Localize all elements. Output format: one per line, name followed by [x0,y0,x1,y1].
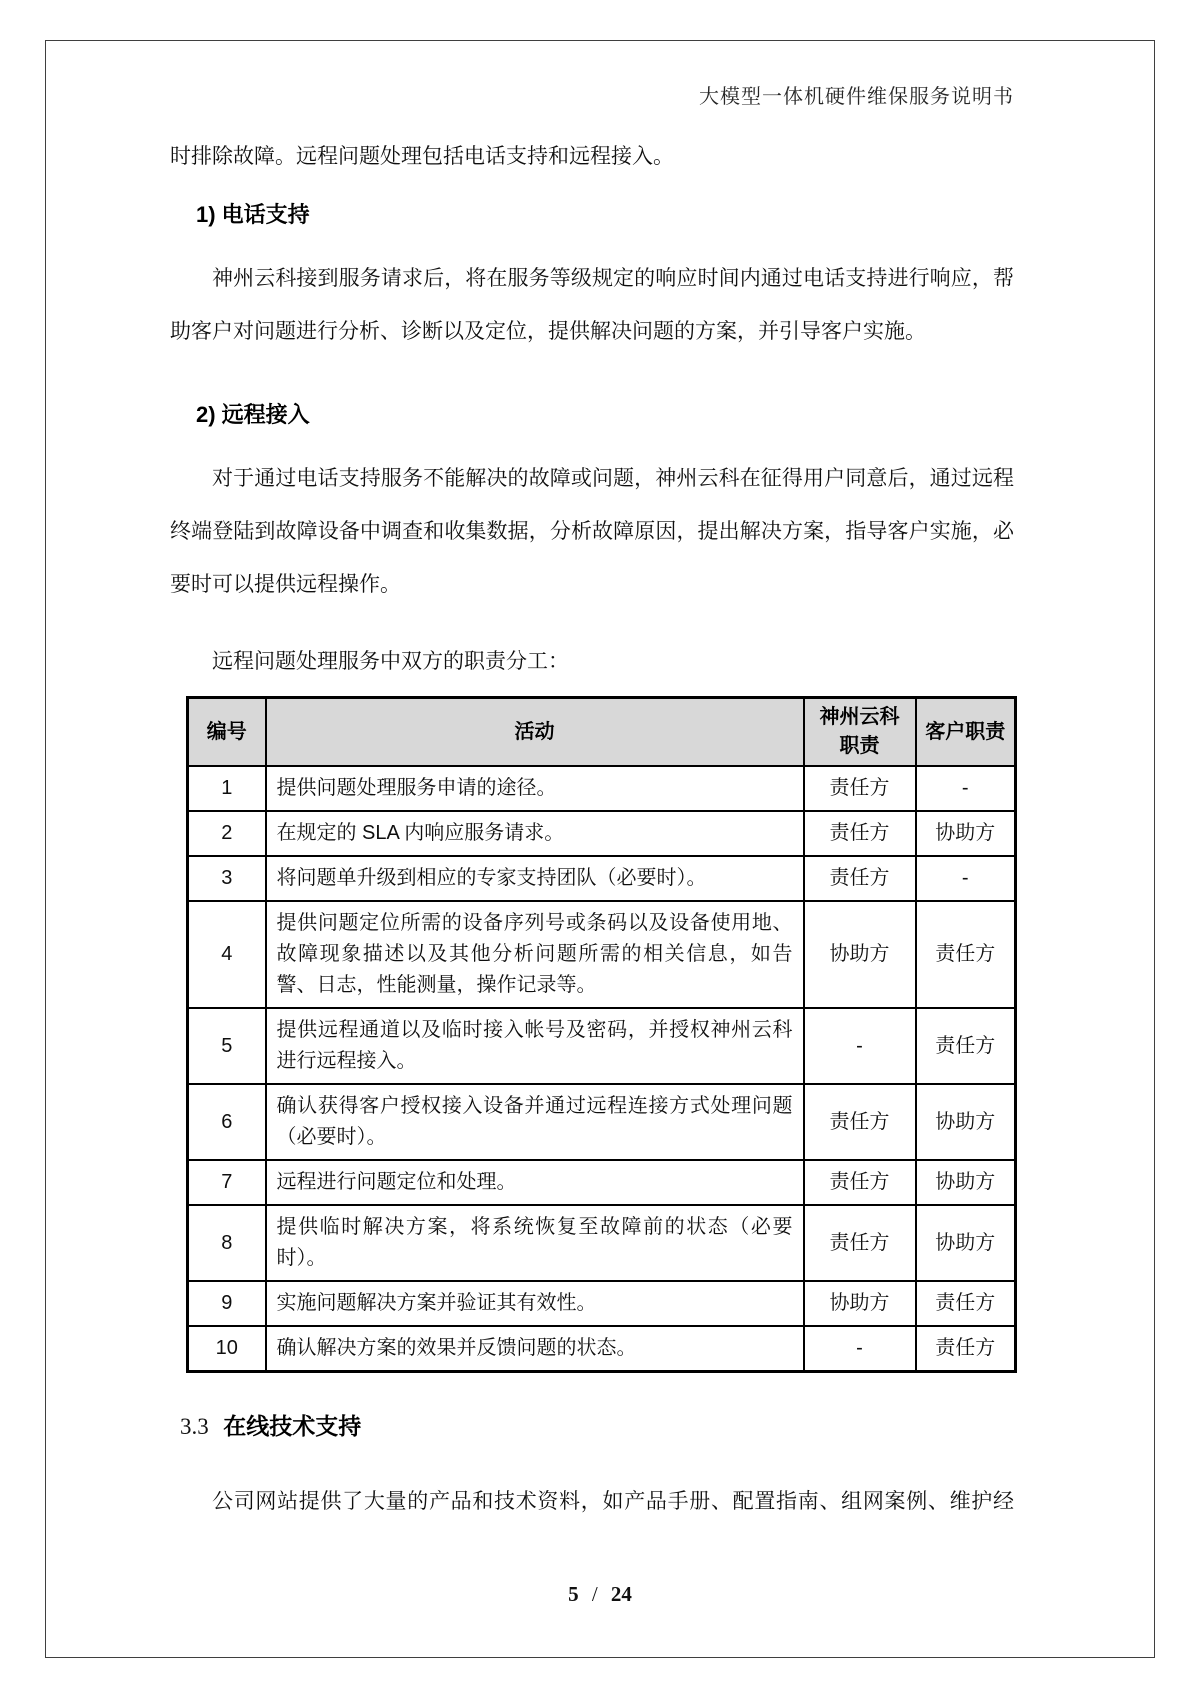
cell-number: 6 [188,1084,266,1160]
section-heading-online-support [170,1409,1014,1447]
cell-customer-role: - [916,856,1016,901]
cell-vendor-role: 协助方 [804,1281,916,1326]
page-header [170,80,1014,109]
cell-vendor-role: 责任方 [804,766,916,811]
paragraph-online-support: 公司网站提供了大量的产品和技术资料，如产品手册、配置指南、组网案例、维护经 [212,1490,1014,1513]
cell-activity: 提供问题处理服务申请的途径。 [266,766,804,811]
cell-number: 5 [188,1008,266,1084]
cell-activity: 确认获得客户授权接入设备并通过远程连接方式处理问题（必要时）。 [266,1084,804,1160]
page-number-separator: / [591,1582,598,1606]
table-row [188,766,1016,811]
section-number: 3.3 [180,1414,209,1439]
cell-vendor-role: 责任方 [804,811,916,856]
cell-number: 7 [188,1160,266,1205]
heading-phone-support: 1) 电话支持 [196,202,310,227]
cell-activity: 提供问题定位所需的设备序列号或条码以及设备使用地、故障现象描述以及其他分析问题所需的相关信息，如告警、日志，性能测量，操作记录等。 [266,901,804,1008]
page-content [170,130,1014,1528]
cell-vendor-role: 协助方 [804,901,916,1008]
cell-customer-role: 协助方 [916,1160,1016,1205]
page-footer [0,1580,1200,1608]
cell-vendor-role: - [804,1326,916,1372]
current-page-number: 5 [568,1582,579,1606]
cell-activity: 提供远程通道以及临时接入帐号及密码，并授权神州云科进行远程接入。 [266,1008,804,1084]
column-header-vendor-role: 神州云科职责 [804,698,916,767]
heading-remote-access: 2) 远程接入 [196,402,310,427]
cell-customer-role: 责任方 [916,1008,1016,1084]
cell-customer-role: 协助方 [916,1205,1016,1281]
cell-activity: 将问题单升级到相应的专家支持团队（必要时）。 [266,856,804,901]
cell-customer-role: 协助方 [916,811,1016,856]
cell-number: 2 [188,811,266,856]
table-row [188,1008,1016,1084]
cell-activity: 在规定的 SLA 内响应服务请求。 [266,811,804,856]
paragraph-table-intro: 远程问题处理服务中双方的职责分工： [212,650,569,673]
cell-vendor-role: 责任方 [804,1205,916,1281]
cell-customer-role: - [916,766,1016,811]
cell-number: 4 [188,901,266,1008]
table-row [188,1281,1016,1326]
cell-vendor-role: 责任方 [804,1084,916,1160]
cell-number: 9 [188,1281,266,1326]
table-header-row [188,698,1016,767]
paragraph-continuation: 时排除故障。远程问题处理包括电话支持和远程接入。 [170,145,674,168]
cell-customer-role: 责任方 [916,1326,1016,1372]
cell-number: 8 [188,1205,266,1281]
cell-customer-role: 责任方 [916,901,1016,1008]
cell-activity: 实施问题解决方案并验证其有效性。 [266,1281,804,1326]
column-header-activity: 活动 [266,698,804,767]
section-title: 在线技术支持 [223,1413,362,1439]
cell-activity: 提供临时解决方案，将系统恢复至故障前的状态（必要时）。 [266,1205,804,1281]
cell-vendor-role: 责任方 [804,1160,916,1205]
cell-vendor-role: - [804,1008,916,1084]
column-header-customer-role: 客户职责 [916,698,1016,767]
table-row [188,1326,1016,1372]
table-row [188,856,1016,901]
paragraph-remote-access: 对于通过电话支持服务不能解决的故障或问题，神州云科在征得用户同意后，通过远程终端登陆到故障设备中调查和收集数据，分析故障原因，提出解决方案，指导客户实施，必要时可以提供远程操作。 [170,467,1014,596]
cell-customer-role: 责任方 [916,1281,1016,1326]
cell-number: 10 [188,1326,266,1372]
column-header-number: 编号 [188,698,266,767]
table-row [188,1205,1016,1281]
cell-number: 3 [188,856,266,901]
table-row [188,1084,1016,1160]
table-row [188,901,1016,1008]
header-title: 大模型一体机硬件维保服务说明书 [699,86,1014,108]
total-page-count: 24 [610,1582,632,1606]
cell-activity: 确认解决方案的效果并反馈问题的状态。 [266,1326,804,1372]
cell-vendor-role: 责任方 [804,856,916,901]
table-row [188,1160,1016,1205]
cell-number: 1 [188,766,266,811]
table-row [188,811,1016,856]
cell-activity: 远程进行问题定位和处理。 [266,1160,804,1205]
responsibility-table [186,696,1017,1373]
cell-customer-role: 协助方 [916,1084,1016,1160]
paragraph-phone-support: 神州云科接到服务请求后，将在服务等级规定的响应时间内通过电话支持进行响应，帮助客户对问题进行分析、诊断以及定位，提供解决问题的方案，并引导客户实施。 [170,267,1014,343]
